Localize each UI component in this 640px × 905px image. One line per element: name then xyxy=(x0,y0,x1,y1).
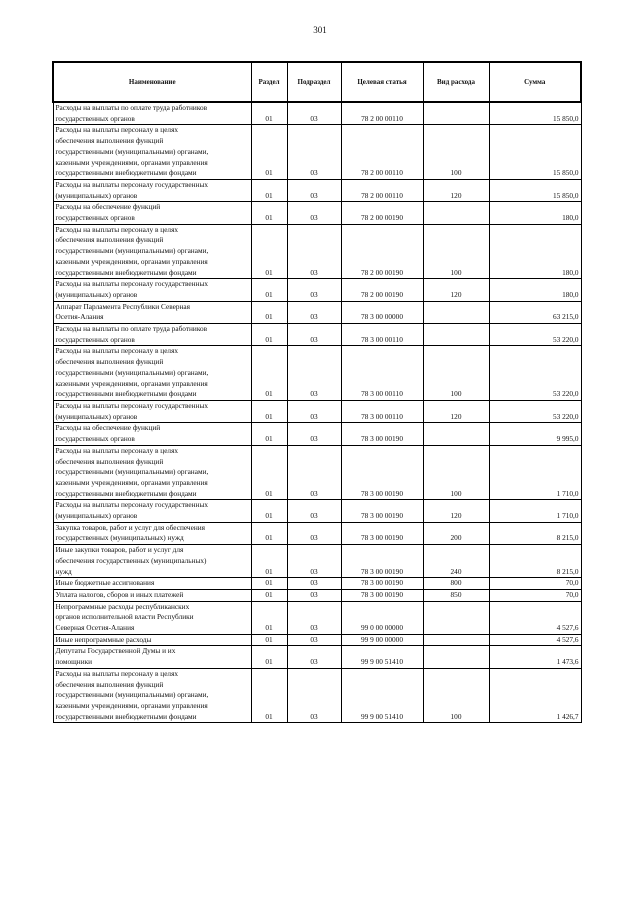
cell-kind: 100 xyxy=(423,125,489,180)
cell-section: 01 xyxy=(251,646,287,668)
cell-name: Непрограммные расходы республиканских органов исполнительной власти Республики Северная Осетия-Алания xyxy=(53,601,251,634)
cell-target: 78 2 00 00190 xyxy=(341,224,423,279)
cell-amount: 15 850,0 xyxy=(489,125,581,180)
cell-kind xyxy=(423,423,489,445)
cell-target: 78 3 00 00190 xyxy=(341,423,423,445)
cell-target: 78 3 00 00110 xyxy=(341,324,423,346)
cell-name: Расходы на выплаты по оплате труда работников государственных органов xyxy=(53,102,251,125)
cell-kind: 240 xyxy=(423,545,489,578)
header-name: Наименование xyxy=(53,62,251,102)
cell-kind: 120 xyxy=(423,500,489,522)
cell-amount: 180,0 xyxy=(489,279,581,301)
cell-name: Иные непрограммные расходы xyxy=(53,634,251,646)
cell-section: 01 xyxy=(251,202,287,224)
cell-name: Расходы на выплаты персоналу государственных (муниципальных) органов xyxy=(53,500,251,522)
cell-kind xyxy=(423,301,489,323)
cell-section: 01 xyxy=(251,224,287,279)
cell-target: 78 2 00 00110 xyxy=(341,125,423,180)
cell-amount: 4 527,6 xyxy=(489,601,581,634)
table-row xyxy=(53,668,581,723)
cell-subsection: 03 xyxy=(287,346,341,401)
cell-target: 99 9 00 51410 xyxy=(341,668,423,723)
cell-amount: 1 473,6 xyxy=(489,646,581,668)
cell-section: 01 xyxy=(251,301,287,323)
cell-kind: 100 xyxy=(423,224,489,279)
cell-name: Расходы на выплаты персоналу государственных (муниципальных) органов xyxy=(53,400,251,422)
cell-section: 01 xyxy=(251,545,287,578)
cell-subsection: 03 xyxy=(287,500,341,522)
cell-kind xyxy=(423,646,489,668)
cell-amount: 53 220,0 xyxy=(489,346,581,401)
cell-target: 78 2 00 00190 xyxy=(341,279,423,301)
cell-kind: 120 xyxy=(423,179,489,201)
cell-name: Иные бюджетные ассигнования xyxy=(53,578,251,590)
cell-target: 78 3 00 00110 xyxy=(341,346,423,401)
cell-subsection: 03 xyxy=(287,522,341,544)
cell-subsection: 03 xyxy=(287,423,341,445)
cell-name: Расходы на выплаты персоналу в целях обеспечения выполнения функций государственными (муниципальными) органами, казенными учреждениями, органами управления государственными внебюджетными фондами xyxy=(53,224,251,279)
cell-target: 78 3 00 00190 xyxy=(341,578,423,590)
cell-name: Расходы на выплаты персоналу в целях обеспечения выполнения функций государственными (муниципальными) органами, казенными учреждениями, органами управления государственными внебюджетными фондами xyxy=(53,445,251,500)
cell-amount: 180,0 xyxy=(489,202,581,224)
header-kind: Вид расхода xyxy=(423,62,489,102)
cell-kind xyxy=(423,634,489,646)
table-row xyxy=(53,423,581,445)
cell-subsection: 03 xyxy=(287,668,341,723)
cell-subsection: 03 xyxy=(287,445,341,500)
cell-subsection: 03 xyxy=(287,224,341,279)
cell-name: Расходы на выплаты персоналу в целях обеспечения выполнения функций государственными (муниципальными) органами, казенными учреждениями, органами управления государственными внебюджетными фондами xyxy=(53,346,251,401)
cell-name: Аппарат Парламента Республики Северная Осетия-Алания xyxy=(53,301,251,323)
cell-subsection: 03 xyxy=(287,601,341,634)
cell-section: 01 xyxy=(251,578,287,590)
cell-target: 78 3 00 00110 xyxy=(341,400,423,422)
cell-target: 78 3 00 00190 xyxy=(341,522,423,544)
cell-kind: 120 xyxy=(423,400,489,422)
cell-amount: 8 215,0 xyxy=(489,522,581,544)
cell-name: Уплата налогов, сборов и иных платежей xyxy=(53,589,251,601)
cell-name: Закупка товаров, работ и услуг для обеспечения государственных (муниципальных) нужд xyxy=(53,522,251,544)
cell-amount: 1 426,7 xyxy=(489,668,581,723)
table-row xyxy=(53,125,581,180)
cell-amount: 9 995,0 xyxy=(489,423,581,445)
cell-kind: 200 xyxy=(423,522,489,544)
cell-target: 99 9 00 51410 xyxy=(341,646,423,668)
cell-kind: 850 xyxy=(423,589,489,601)
page-number: 301 xyxy=(313,25,327,35)
cell-amount: 1 710,0 xyxy=(489,445,581,500)
table-row xyxy=(53,634,581,646)
cell-subsection: 03 xyxy=(287,202,341,224)
cell-name: Расходы на обеспечение функций государственных органов xyxy=(53,202,251,224)
header-target: Целевая статья xyxy=(341,62,423,102)
cell-amount: 1 710,0 xyxy=(489,500,581,522)
cell-section: 01 xyxy=(251,324,287,346)
table-row xyxy=(53,646,581,668)
cell-subsection: 03 xyxy=(287,301,341,323)
cell-section: 01 xyxy=(251,423,287,445)
cell-subsection: 03 xyxy=(287,634,341,646)
cell-kind xyxy=(423,324,489,346)
cell-subsection: 03 xyxy=(287,578,341,590)
cell-section: 01 xyxy=(251,634,287,646)
cell-kind xyxy=(423,202,489,224)
cell-amount: 8 215,0 xyxy=(489,545,581,578)
table-row xyxy=(53,578,581,590)
cell-amount: 15 850,0 xyxy=(489,179,581,201)
table-row xyxy=(53,601,581,634)
cell-name: Расходы на выплаты персоналу государственных (муниципальных) органов xyxy=(53,279,251,301)
cell-name: Расходы на выплаты персоналу в целях обеспечения выполнения функций государственными (муниципальными) органами, казенными учреждениями, органами управления государственными внебюджетными фондами xyxy=(53,668,251,723)
cell-target: 99 0 00 00000 xyxy=(341,601,423,634)
table-row xyxy=(53,301,581,323)
cell-amount: 4 527,6 xyxy=(489,634,581,646)
cell-section: 01 xyxy=(251,668,287,723)
cell-name: Расходы на выплаты персоналу в целях обеспечения выполнения функций государственными (муниципальными) органами, казенными учреждениями, органами управления государственными внебюджетными фондами xyxy=(53,125,251,180)
cell-name: Расходы на выплаты по оплате труда работников государственных органов xyxy=(53,324,251,346)
table-row xyxy=(53,324,581,346)
table-body xyxy=(53,102,581,723)
cell-amount: 15 850,0 xyxy=(489,102,581,125)
cell-subsection: 03 xyxy=(287,400,341,422)
cell-target: 78 3 00 00000 xyxy=(341,301,423,323)
table-row xyxy=(53,500,581,522)
cell-section: 01 xyxy=(251,400,287,422)
cell-subsection: 03 xyxy=(287,279,341,301)
cell-amount: 70,0 xyxy=(489,578,581,590)
cell-name: Расходы на выплаты персоналу государственных (муниципальных) органов xyxy=(53,179,251,201)
header-subsection: Подраздел xyxy=(287,62,341,102)
cell-kind: 120 xyxy=(423,279,489,301)
table-row xyxy=(53,224,581,279)
table-row xyxy=(53,545,581,578)
cell-kind: 100 xyxy=(423,445,489,500)
cell-amount: 53 220,0 xyxy=(489,400,581,422)
table-row xyxy=(53,102,581,125)
cell-subsection: 03 xyxy=(287,125,341,180)
header-amount: Сумма xyxy=(489,62,581,102)
cell-section: 01 xyxy=(251,589,287,601)
cell-section: 01 xyxy=(251,346,287,401)
cell-section: 01 xyxy=(251,279,287,301)
cell-amount: 180,0 xyxy=(489,224,581,279)
cell-kind xyxy=(423,102,489,125)
table-row xyxy=(53,445,581,500)
table-row xyxy=(53,589,581,601)
cell-amount: 70,0 xyxy=(489,589,581,601)
cell-name: Иные закупки товаров, работ и услуг для обеспечения государственных (муниципальных) нужд xyxy=(53,545,251,578)
cell-kind: 800 xyxy=(423,578,489,590)
cell-subsection: 03 xyxy=(287,324,341,346)
cell-subsection: 03 xyxy=(287,589,341,601)
cell-target: 78 3 00 00190 xyxy=(341,500,423,522)
cell-target: 99 9 00 00000 xyxy=(341,634,423,646)
cell-section: 01 xyxy=(251,102,287,125)
cell-subsection: 03 xyxy=(287,102,341,125)
cell-amount: 53 220,0 xyxy=(489,324,581,346)
table-row xyxy=(53,346,581,401)
cell-target: 78 2 00 00190 xyxy=(341,202,423,224)
header-section: Раздел xyxy=(251,62,287,102)
cell-name: Депутаты Государственной Думы и их помощники xyxy=(53,646,251,668)
cell-target: 78 2 00 00110 xyxy=(341,179,423,201)
cell-name: Расходы на обеспечение функций государственных органов xyxy=(53,423,251,445)
cell-subsection: 03 xyxy=(287,179,341,201)
cell-section: 01 xyxy=(251,125,287,180)
cell-target: 78 3 00 00190 xyxy=(341,445,423,500)
table-row xyxy=(53,400,581,422)
cell-section: 01 xyxy=(251,601,287,634)
cell-kind: 100 xyxy=(423,346,489,401)
cell-section: 01 xyxy=(251,500,287,522)
cell-section: 01 xyxy=(251,445,287,500)
table-row xyxy=(53,522,581,544)
cell-amount: 63 215,0 xyxy=(489,301,581,323)
cell-section: 01 xyxy=(251,179,287,201)
table-row xyxy=(53,179,581,201)
cell-subsection: 03 xyxy=(287,545,341,578)
table-row xyxy=(53,279,581,301)
cell-subsection: 03 xyxy=(287,646,341,668)
budget-table xyxy=(52,61,582,723)
cell-kind xyxy=(423,601,489,634)
cell-section: 01 xyxy=(251,522,287,544)
cell-target: 78 3 00 00190 xyxy=(341,589,423,601)
cell-target: 78 3 00 00190 xyxy=(341,545,423,578)
table-header-row xyxy=(53,62,581,102)
table-row xyxy=(53,202,581,224)
cell-target: 78 2 00 00110 xyxy=(341,102,423,125)
cell-kind: 100 xyxy=(423,668,489,723)
